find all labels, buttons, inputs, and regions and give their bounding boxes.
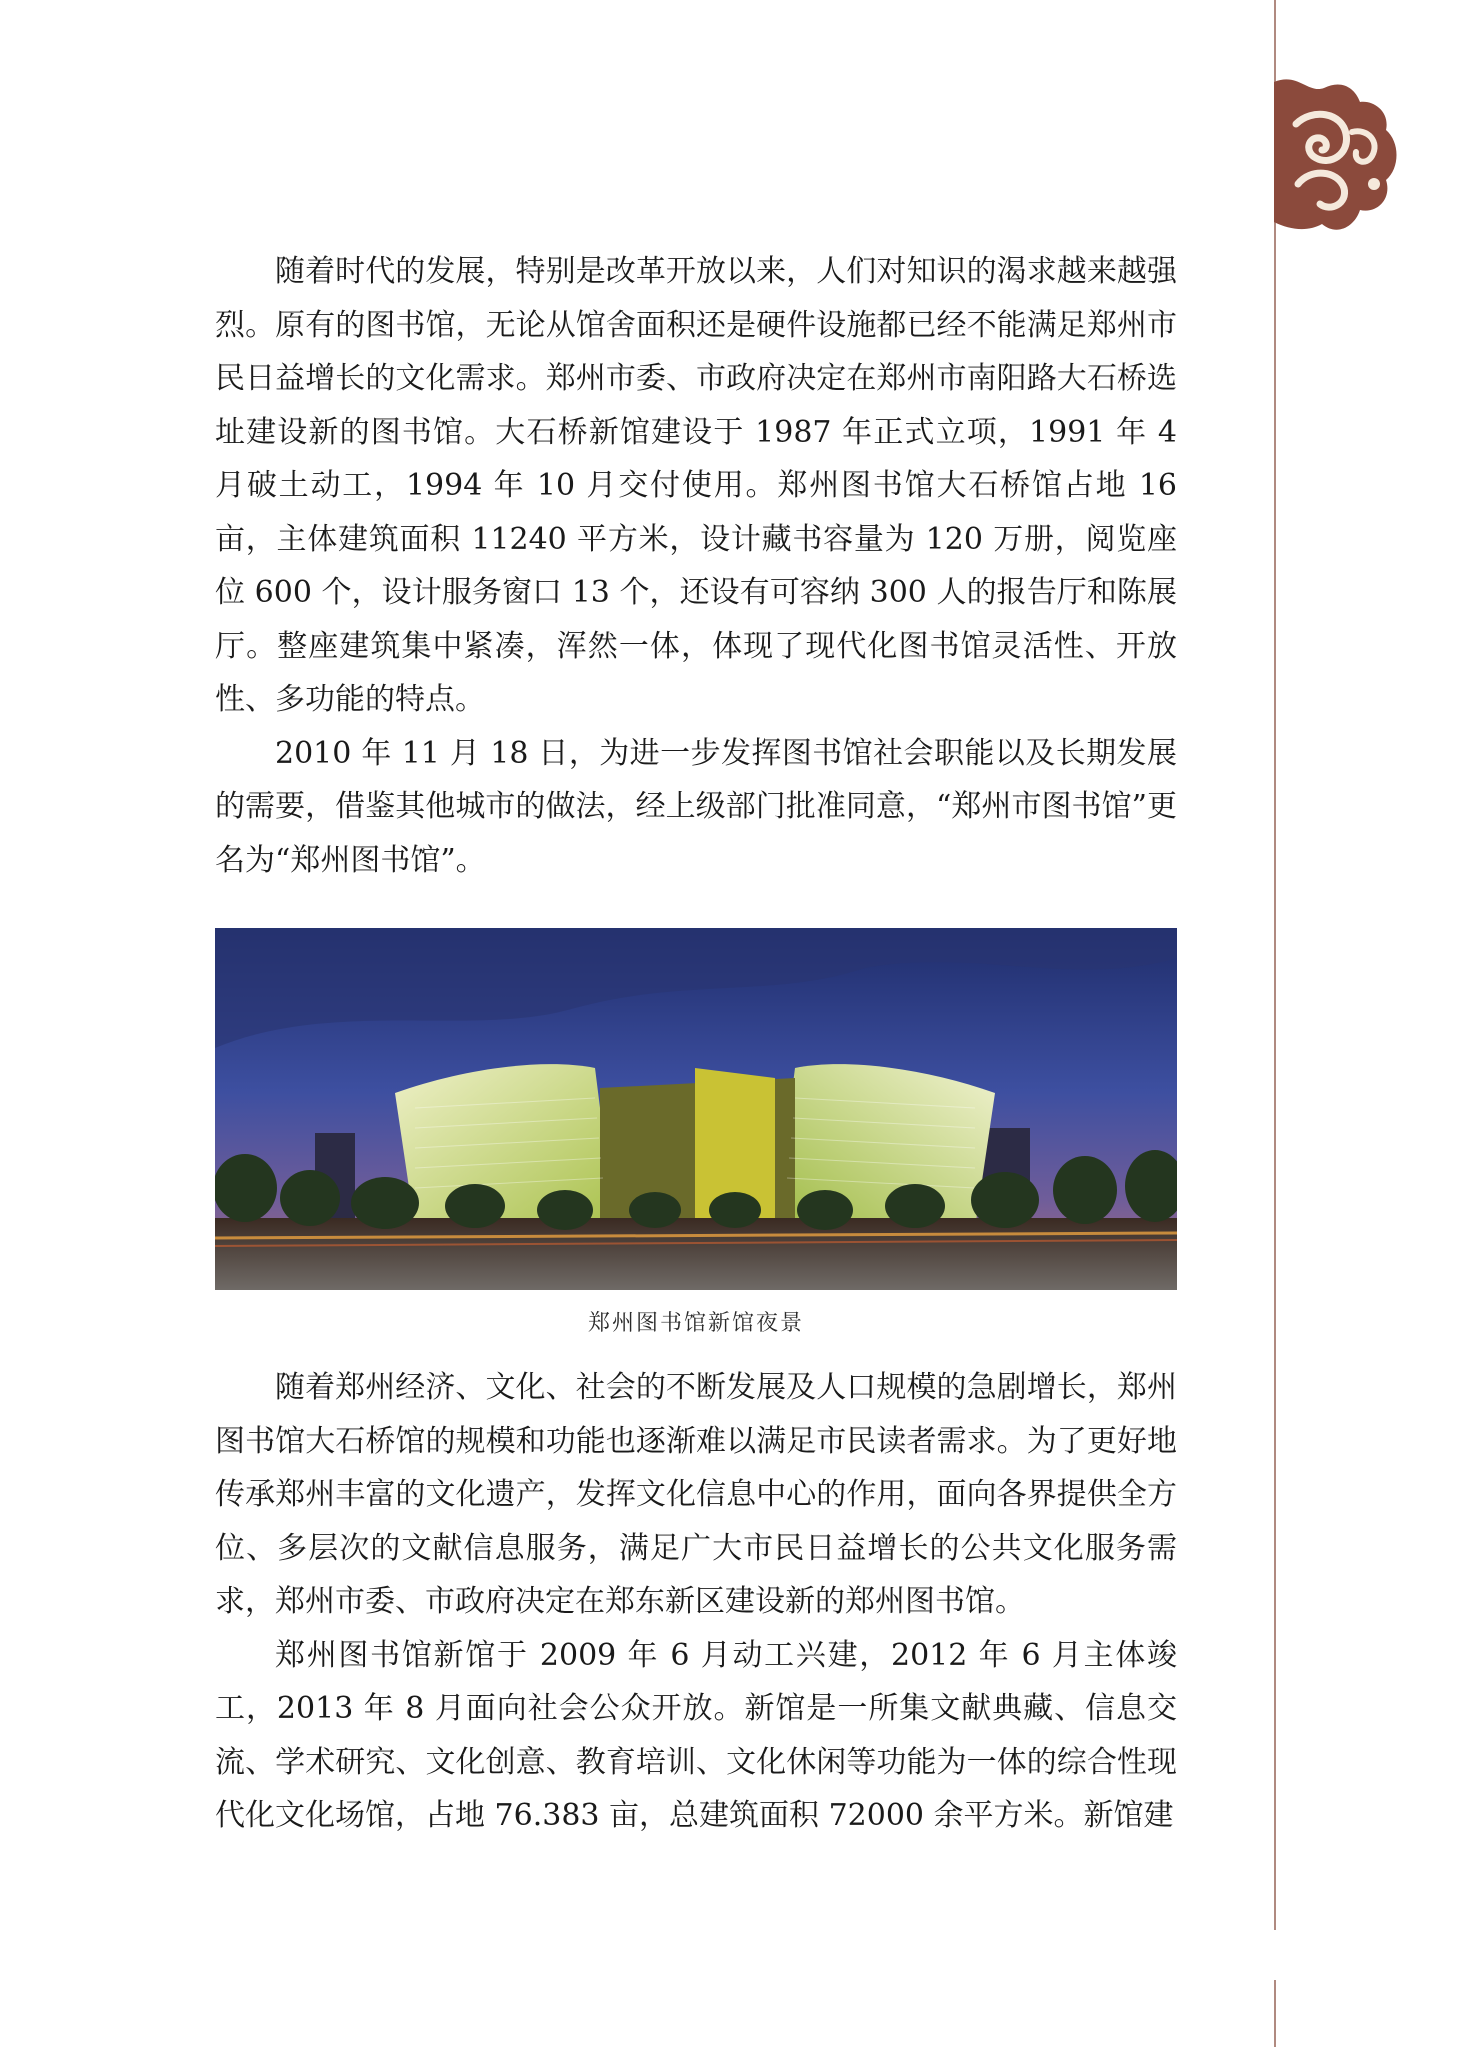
auspicious-cloud-icon xyxy=(1268,72,1400,240)
photo-caption: 郑州图书馆新馆夜景 xyxy=(587,1311,804,1336)
section-2-text xyxy=(215,1361,1177,1843)
paragraph: 随着郑州经济、文化、社会的不断发展及人口规模的急剧增长，郑州图书馆大石桥馆的规模和功能也逐渐难以满足市民读者需求。为了更好地传承郑州丰富的文化遗产，发挥文化信息中心的作用，面向各界提供全方位、多层次的文献信息服务，满足广大市民日益增长的公共文化服务需求，郑州市委、市政府决定在郑东新区建设新的郑州图书馆。 xyxy=(215,1370,1177,1619)
paragraph: 郑州图书馆新馆于 2009 年 6 月动工兴建，2012 年 6 月主体竣工，2013 年 8 月面向社会公众开放。新馆是一所集文献典藏、信息交流、学术研究、文化创意、教育培训、文化休闲等功能为一体的综合性现代化文化场馆，占地 76.383 亩，总建筑面积 72000 余平方米。新馆建 xyxy=(215,1637,1177,1833)
margin-rule-lower xyxy=(1274,1980,1276,2047)
paragraph: 2010 年 11 月 18 日，为进一步发挥图书馆社会职能以及长期发展的需要，借鉴其他城市的做法，经上级部门批准同意，“郑州市图书馆”更名为“郑州图书馆”。 xyxy=(215,735,1177,878)
section-1-text xyxy=(215,245,1177,887)
paragraph: 随着时代的发展，特别是改革开放以来，人们对知识的渴求越来越强烈。原有的图书馆，无论从馆舍面积还是硬件设施都已经不能满足郑州市民日益增长的文化需求。郑州市委、市政府决定在郑州市南阳路大石桥选址建设新的图书馆。大石桥新馆建设于 1987 年正式立项，1991 年 4 月破土动工，1994 年 10 月交付使用。郑州图书馆大石桥馆占地 16 亩，主体建筑面积 11240 平方米，设计藏书容量为 120 万册，阅览座位 600 个，设计服务窗口 13 个，还设有可容纳 300 人的报告厅和陈展厅。整座建筑集中紧凑，浑然一体，体现了现代化图书馆灵活性、开放性、多功能的特点。 xyxy=(215,254,1177,717)
margin-rule xyxy=(1274,0,1276,1930)
library-night-photo xyxy=(215,928,1177,1290)
